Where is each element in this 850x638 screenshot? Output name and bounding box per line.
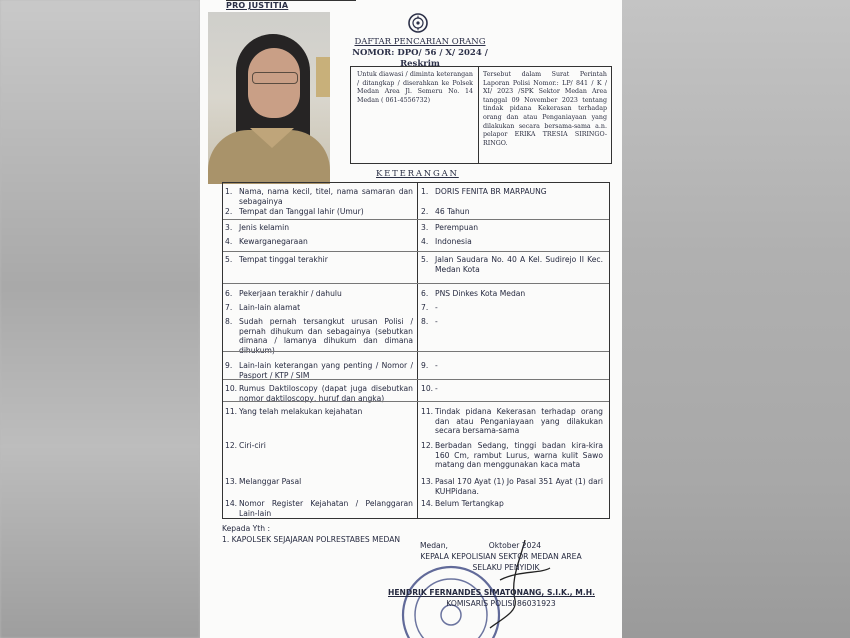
- row-value: 3. Perempuan: [421, 223, 479, 232]
- table-divider: [223, 351, 609, 352]
- row-key: 10. Rumus Daktiloscopy (dapat juga disebutkan nomor daktiloscopy, huruf dan angka): [225, 384, 413, 403]
- blurred-background-right: [622, 0, 850, 638]
- row-key: 1. Nama, nama kecil, titel, nama samaran dan sebagainya: [225, 187, 413, 206]
- sign-date: Oktober 2024: [488, 541, 542, 550]
- sign-role: SELAKU PENYIDIK: [472, 563, 540, 572]
- row-value: 5. Jalan Saudara No. 40 A Kel. Sudirejo II Kec. Medan Kota: [421, 255, 603, 274]
- row-value: 8. -: [421, 317, 438, 326]
- title-line: DAFTAR PENCARIAN ORANG: [354, 37, 486, 47]
- row-value: 14. Belum Tertangkap: [421, 499, 504, 508]
- row-key: 3. Jenis kelamin: [225, 223, 290, 232]
- details-table: [222, 182, 610, 519]
- suspect-photo: [208, 12, 330, 184]
- table-divider: [223, 379, 609, 380]
- signer-rank: KOMISARIS POLISI 86031923: [446, 599, 556, 608]
- instruction-text: Untuk diawasi / diminta keterangan / ditangkap / diserahkan ke Polsek Medan Area Jl. Semeru No. 14 Medan ( 061-4556732): [357, 71, 473, 104]
- row-value: 12. Berbadan Sedang, tinggi badan kira-kira 160 Cm, rambut Lurus, warna kulit Sawo matang dan menggunakan kaca mata: [421, 441, 603, 470]
- report-reference-text: Tersebut dalam Surat Perintah Laporan Polisi Nomor.: LP/ 841 / K / XI/ 2023 /SPK Sektor Medan Area tanggal 09 November 2023 tentang tindak pidana Kekerasan terhadap orang dan atau Penganiayaan yang dilakukan secara bersama-sama a.n. pelapor ERIKA TRESIA SIRINGO-RINGO.: [483, 71, 607, 147]
- row-key: 7. Lain-lain alamat: [225, 303, 301, 312]
- signer-name: HENDRIK FERNANDES SIMATONANG, S.I.K., M.H.: [388, 588, 595, 597]
- row-value: 7. -: [421, 303, 438, 312]
- table-divider: [223, 283, 609, 284]
- row-key: 2. Tempat dan Tanggal lahir (Umur): [225, 207, 364, 216]
- police-emblem-icon: [406, 12, 430, 34]
- sign-office: KEPALA KEPOLISIAN SEKTOR MEDAN AREA: [420, 552, 582, 561]
- row-key: 6. Pekerjaan terakhir / dahulu: [225, 289, 342, 298]
- sign-place: Medan,: [420, 541, 448, 550]
- row-key: 5. Tempat tinggal terakhir: [225, 255, 328, 264]
- row-value: 1. DORIS FENITA BR MARPAUNG: [421, 187, 547, 196]
- info-boxes: [350, 66, 612, 164]
- row-value: 6. PNS Dinkes Kota Medan: [421, 289, 526, 298]
- recipient-label: Kepada Yth :: [222, 524, 271, 533]
- row-key: 13. Melanggar Pasal: [225, 477, 302, 486]
- row-value: 2. 46 Tahun: [421, 207, 470, 216]
- wanted-poster-document: [200, 0, 622, 638]
- table-divider: [223, 251, 609, 252]
- signature-block: [388, 540, 606, 609]
- row-value: 10. -: [421, 384, 438, 393]
- keterangan-heading: KETERANGAN: [376, 169, 459, 179]
- table-divider: [223, 401, 609, 402]
- dpo-number: NOMOR: DPO/ 56 / X/ 2024 / Reskrim: [352, 48, 488, 69]
- blurred-background-left: [0, 0, 200, 638]
- table-divider: [223, 219, 609, 220]
- row-value: 9. -: [421, 361, 438, 370]
- row-value: 4. Indonesia: [421, 237, 472, 246]
- recipient-item: 1. KAPOLSEK SEJAJARAN POLRESTABES MEDAN: [222, 535, 401, 544]
- row-key: 12. Ciri-ciri: [225, 441, 266, 450]
- row-key: 8. Sudah pernah tersangkut urusan Polisi / pernah dihukum dan sebagainya (sebutkan dimana / lamanya dihukum dan dimana dihukum): [225, 317, 413, 355]
- row-key: 9. Lain-lain keterangan yang penting / Nomor / Pasport / KTP / SIM: [225, 361, 413, 380]
- recipient-block: [222, 523, 400, 545]
- row-key: 4. Kewarganegaraan: [225, 237, 308, 246]
- row-key: 11. Yang telah melakukan kejahatan: [225, 407, 363, 416]
- row-key: 14. Nomor Register Kejahatan / Pelanggaran Lain-lain: [225, 499, 413, 518]
- row-value: 13. Pasal 170 Ayat (1) Jo Pasal 351 Ayat (1) dari KUHPidana.: [421, 477, 603, 496]
- row-value: 11. Tindak pidana Kekerasan terhadap orang dan atau Penganiayaan yang dilakukan secara bersama-sama: [421, 407, 603, 436]
- pro-justitia-label: PRO JUSTITIA: [226, 1, 289, 10]
